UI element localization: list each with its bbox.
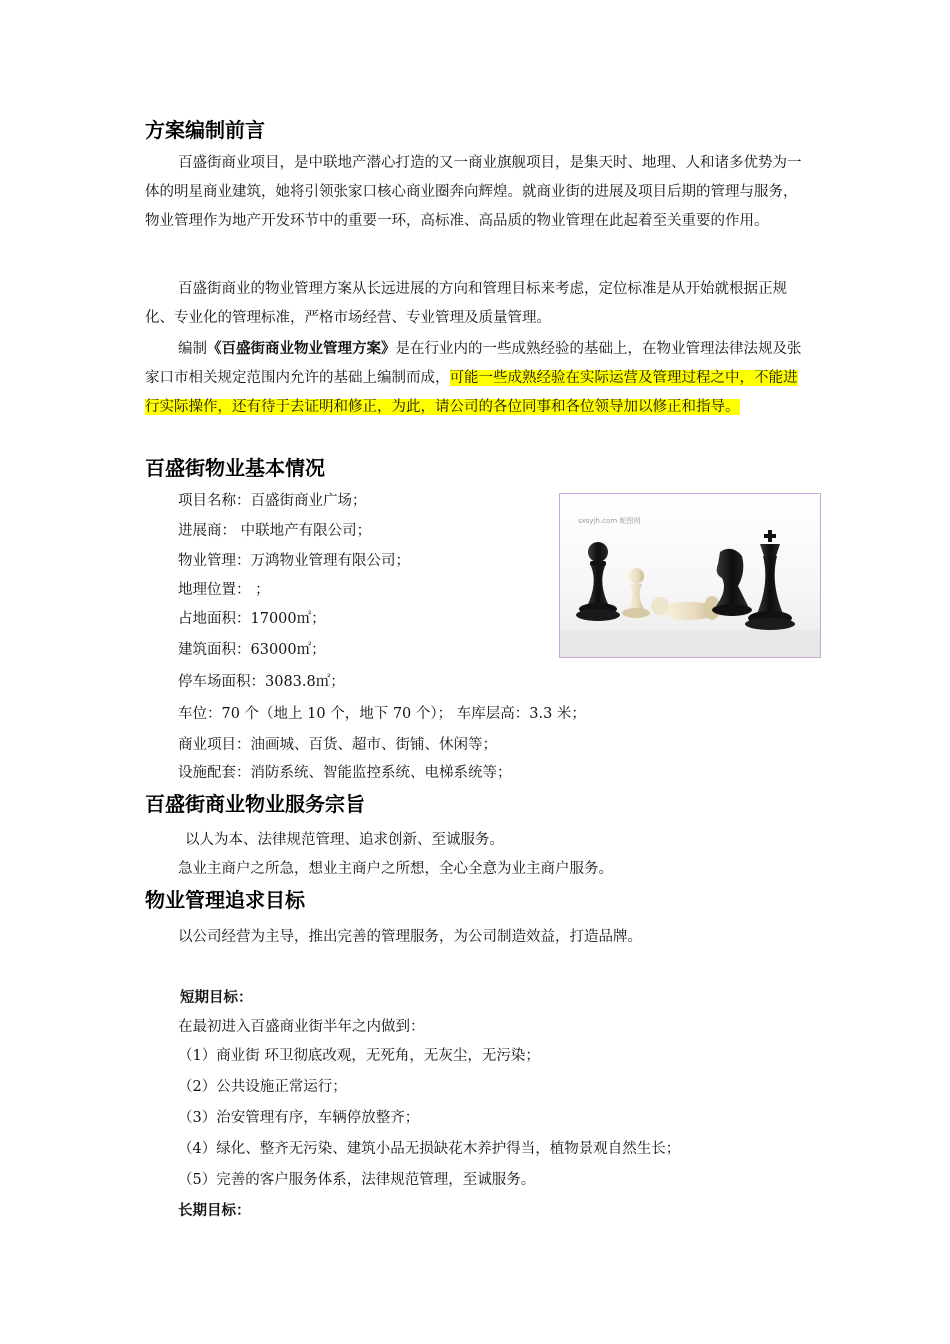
basic-info-heading: 百盛街物业基本情况 xyxy=(145,456,325,480)
info-item-land-area: 占地面积：17000㎡； xyxy=(178,611,326,627)
short-term-intro: 在最初进入百盛商业街半年之内做到： xyxy=(178,1019,425,1035)
info-item-facilities: 设施配套：消防系统、智能监控系统、电梯系统等； xyxy=(178,765,512,781)
para3-prefix: 编制 xyxy=(178,341,207,357)
info-item-location: 地理位置： ； xyxy=(178,582,270,598)
fallen-white-piece xyxy=(651,596,720,620)
preface-paragraph-2: 百盛街商业的物业管理方案从长远进展的方向和管理目标来考虑，定位标准是从开始就根据正规化、专业化的管理标准，严格市场经营、专业管理及质量管理。 xyxy=(145,281,787,326)
purpose-line-1: 以人为本、法律规范管理、追求创新、至诚服务。 xyxy=(185,832,504,848)
image-watermark: sxsyjh.com 昵图网 xyxy=(578,517,641,525)
black-king-piece xyxy=(745,530,795,630)
info-item-building-area: 建筑面积：63000㎡； xyxy=(178,642,326,658)
info-item-parking-area: 停车场面积：3083.8㎡； xyxy=(178,674,345,690)
service-purpose-heading: 百盛街商业物业服务宗旨 xyxy=(145,792,365,816)
chess-pieces-image xyxy=(559,493,821,658)
black-pawn-piece xyxy=(576,542,620,621)
preface-paragraph-1 xyxy=(145,149,809,236)
short-term-item-5: （5）完善的客户服务体系，法律规范管理，至诚服务。 xyxy=(178,1172,536,1188)
info-item-management: 物业管理：万鸿物业管理有限公司； xyxy=(178,553,410,569)
para3-mid: 是在行业内的一些成熟经验的基础上，在物业管理法律法规及张家口市相关规定范围内允许的基础上编制而成， xyxy=(145,341,802,386)
short-term-item-4: （4）绿化、整齐无污染、建筑小品无损缺花木养护得当，植物景观自然生长； xyxy=(178,1141,681,1157)
short-term-label: 短期目标： xyxy=(180,990,253,1006)
preface-paragraph-1-text: 百盛街商业项目，是中联地产潜心打造的又一商业旗舰项目，是集天时、地理、人和诸多优势为一体的明星商业建筑，她将引领张家口核心商业圈奔向辉煌。就商业街的进展及项目后期的管理与服务，物业管理作为地产开发环节中的重要一环，高标准、高品质的物业管理在此起着至关重要的作用。 xyxy=(145,155,802,229)
info-item-business: 商业项目：油画城、百货、超市、街铺、休闲等； xyxy=(178,737,497,753)
long-term-label: 长期目标： xyxy=(178,1203,251,1219)
info-item-parking-spaces: 车位：70 个（地上 10 个，地下 70 个）； 车库层高：3.3 米； xyxy=(178,706,586,722)
short-term-item-1: （1）商业街 环卫彻底改观，无死角，无灰尘，无污染； xyxy=(178,1048,540,1064)
info-item-name: 项目名称：百盛街商业广场； xyxy=(178,493,367,509)
goals-heading: 物业管理追求目标 xyxy=(145,888,305,912)
highlighted-note: 可能一些成熟经验在实际运营及管理过程之中，不能进行实际操作，还有待于去证明和修正，为此，请公司的各位同事和各位领导加以修正和指导。 xyxy=(145,370,798,415)
black-knight-piece xyxy=(712,549,752,616)
goals-intro: 以公司经营为主导，推出完善的管理服务，为公司制造效益，打造品牌。 xyxy=(178,929,642,945)
purpose-line-2: 急业主商户之所急，想业主商户之所想，全心全意为业主商户服务。 xyxy=(178,861,613,877)
short-term-item-2: （2）公共设施正常运行； xyxy=(178,1079,347,1095)
plan-title-bold: 《百盛街商业物业管理方案》 xyxy=(207,340,396,357)
info-item-developer: 进展商： 中联地产有限公司； xyxy=(178,523,372,539)
preface-paragraph-3 xyxy=(145,334,809,422)
preface-heading: 方案编制前言 xyxy=(145,118,265,142)
white-pawn-piece xyxy=(622,568,650,618)
chess-pieces-illustration xyxy=(560,494,820,657)
short-term-item-3: （3）治安管理有序，车辆停放整齐； xyxy=(178,1110,420,1126)
